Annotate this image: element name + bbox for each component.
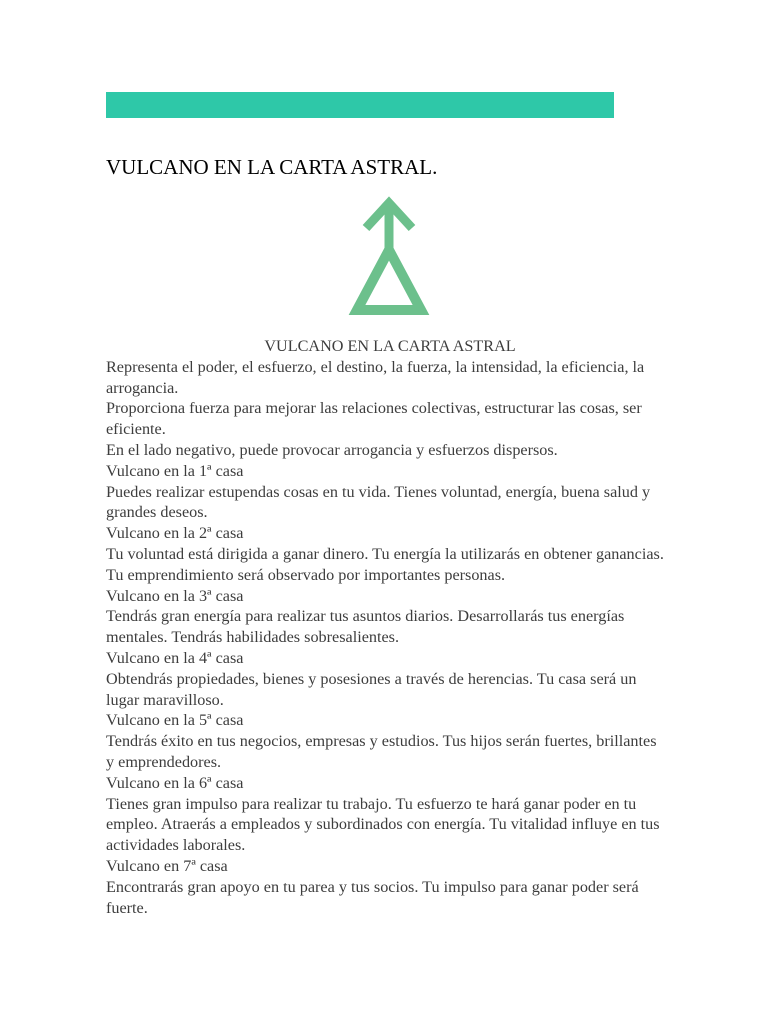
house-3-heading: Vulcano en la 3ª casa: [106, 586, 244, 605]
document-title: VULCANO EN LA CARTA ASTRAL.: [106, 155, 438, 179]
house-4-heading: Vulcano en la 4ª casa: [106, 648, 244, 667]
house-1-text: Puedes realizar estupendas cosas en tu vida. Tienes voluntad, energía, buena salud y grandes deseos.: [106, 482, 651, 522]
house-2-heading: Vulcano en la 2ª casa: [106, 524, 244, 543]
vulcan-astrological-symbol-icon: [346, 192, 432, 318]
house-4-text: Obtendrás propiedades, bienes y posesiones a través de herencias. Tu casa será un lugar maravilloso.: [106, 669, 637, 709]
house-5-heading: Vulcano en la 5ª casa: [106, 711, 244, 730]
house-1-heading: Vulcano en la 1ª casa: [106, 461, 244, 480]
house-7-text: Encontrarás gran apoyo en tu parea y tus socios. Tu impulso para ganar poder será fuerte.: [106, 877, 639, 917]
paragraph-overview: Representa el poder, el esfuerzo, el destino, la fuerza, la intensidad, la eficiencia, la arrogancia.: [106, 357, 645, 397]
house-2-text: Tu voluntad está dirigida a ganar dinero. Tu energía la utilizarás en obtener ganancias. Tu emprendimiento será observado por importantes personas.: [106, 544, 664, 584]
paragraph-strengths: Proporciona fuerza para mejorar las relaciones colectivas, estructurar las cosas, ser eficiente.: [106, 399, 642, 439]
house-6-heading: Vulcano en la 6ª casa: [106, 773, 244, 792]
house-5-text: Tendrás éxito en tus negocios, empresas y estudios. Tus hijos serán fuertes, brillantes y emprendedores.: [106, 732, 657, 771]
house-6-text: Tienes gran impulso para realizar tu trabajo. Tu esfuerzo te hará ganar poder en tu empleo. Atraerás a empleados y subordinados con energía. Tu vitalidad influye en tus actividades laborales.: [106, 794, 660, 855]
accent-bar: [106, 92, 614, 118]
house-3-text: Tendrás gran energía para realizar tus asuntos diarios. Desarrollarás tus energías mentales. Tendrás habilidades sobresalientes.: [106, 607, 625, 647]
house-7-heading: Vulcano en 7ª casa: [106, 856, 228, 875]
paragraph-negative: En el lado negativo, puede provocar arrogancia y esfuerzos dispersos.: [106, 440, 558, 459]
article-body: [106, 336, 666, 918]
article-subtitle: VULCANO EN LA CARTA ASTRAL: [264, 337, 516, 355]
